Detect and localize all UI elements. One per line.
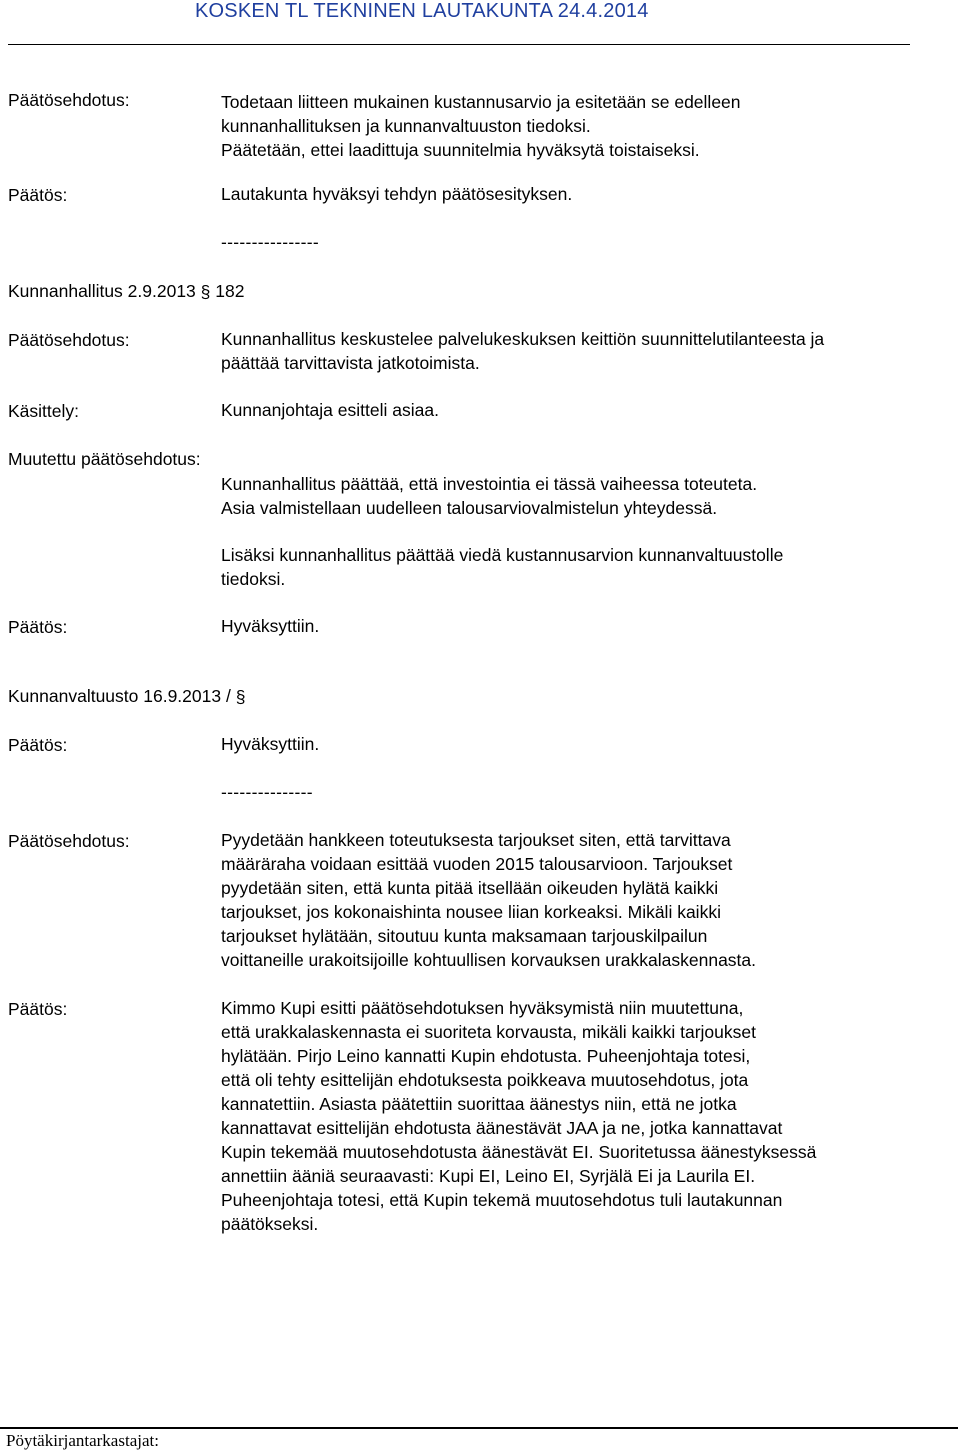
section-sign: § <box>200 281 211 302</box>
text-line: että oli tehty esittelijän ehdotuksesta poikkeava muutosehdotus, jota <box>221 1070 749 1090</box>
proposal-text <box>221 327 824 375</box>
decision-text: Hyväksyttiin. <box>221 734 320 754</box>
text-line: Asia valmistellaan uudelleen talousarviovalmistelun yhteydessä. <box>221 498 718 518</box>
text-line: päätökseksi. <box>221 1214 319 1234</box>
decision-label: Päätös: <box>8 999 68 1019</box>
meeting-reference-text: Kunnanvaltuusto 16.9.2013 / <box>8 686 231 706</box>
text-line: Kunnanhallitus keskustelee palvelukeskuksen keittiön suunnittelutilanteesta ja <box>221 329 825 349</box>
proposal-label: Päätösehdotus: <box>8 90 130 110</box>
text-line: Kunnanhallitus päättää, että investointia ei tässä vaiheessa toteuteta. <box>221 474 758 494</box>
text-line: tiedoksi. <box>221 569 286 589</box>
proposal-text <box>221 828 756 972</box>
decision-text: Lautakunta hyväksyi tehdyn päätösesityksen. <box>221 184 573 204</box>
decision-text <box>221 996 816 1236</box>
meeting-reference <box>8 686 245 708</box>
proposal-label: Päätösehdotus: <box>8 330 130 350</box>
text-line: tarjoukset, jos kokonaishinta nousee liian korkeaksi. Mikäli kaikki <box>221 902 721 922</box>
text-line: pyydetään siten, että kunta pitää itsellään oikeuden hylätä kaikki <box>221 878 719 898</box>
decision-label: Päätös: <box>8 185 68 205</box>
meeting-reference-text: Kunnanhallitus 2.9.2013 <box>8 281 196 301</box>
footer-rule <box>0 1427 958 1429</box>
text-line: voittaneille urakoitsijoille kohtuullisen korvauksen urakkalaskennasta. <box>221 950 757 970</box>
text-line: kunnanhallituksen ja kunnanvaltuuston tiedoksi. <box>221 116 591 136</box>
proposal-text <box>221 90 741 162</box>
meeting-reference <box>8 281 244 303</box>
text-line: Lisäksi kunnanhallitus päättää viedä kustannusarvion kunnanvaltuustolle <box>221 545 784 565</box>
text-line: Päätetään, ettei laadittuja suunnitelmia hyväksytä toistaiseksi. <box>221 140 700 160</box>
proposal-label: Päätösehdotus: <box>8 831 130 851</box>
minutes-checkers-label: Pöytäkirjantarkastajat: <box>6 1431 159 1450</box>
additional-text <box>221 543 783 591</box>
text-line: hylätään. Pirjo Leino kannatti Kupin ehdotusta. Puheenjohtaja totesi, <box>221 1046 751 1066</box>
decision-label: Päätös: <box>8 735 68 755</box>
text-line: päättää tarvittavista jatkotoimista. <box>221 353 480 373</box>
text-line: Pyydetään hankkeen toteutuksesta tarjoukset siten, että tarvittava <box>221 830 731 850</box>
separator: --------------- <box>221 782 313 802</box>
text-line: että urakkalaskennasta ei suoriteta korvausta, mikäli kaikki tarjoukset <box>221 1022 756 1042</box>
section-number: 182 <box>215 281 245 301</box>
text-line: annettiin ääniä seuraavasti: Kupi EI, Leino EI, Syrjälä Ei ja Laurila EI. <box>221 1166 756 1186</box>
text-line: määräraha voidaan esittää vuoden 2015 talousarvioon. Tarjoukset <box>221 854 733 874</box>
decision-label: Päätös: <box>8 617 68 637</box>
decision-text: Hyväksyttiin. <box>221 616 320 636</box>
text-line: Kupin tekemää muutosehdotusta äänestävät EI. Suoritetussa äänestyksessä <box>221 1142 817 1162</box>
handling-label: Käsittely: <box>8 401 79 421</box>
text-line: Puheenjohtaja totesi, että Kupin tekemä muutosehdotus tuli lautakunnan <box>221 1190 783 1210</box>
text-line: kannattavat esittelijän ehdotusta äänestävät JAA ja ne, jotka kannattavat <box>221 1118 783 1138</box>
separator: ---------------- <box>221 232 320 252</box>
section-sign: § <box>235 686 246 707</box>
header-rule <box>8 44 910 45</box>
modified-proposal-label: Muutettu päätösehdotus: <box>8 449 201 469</box>
text-line: tarjoukset hylätään, sitoutuu kunta maksamaan tarjouskilpailun <box>221 926 708 946</box>
text-line: Kimmo Kupi esitti päätösehdotuksen hyväksymistä niin muutettuna, <box>221 998 744 1018</box>
text-line: Todetaan liitteen mukainen kustannusarvio ja esitetään se edelleen <box>221 92 741 112</box>
text-line: kannatettiin. Asiasta päätettiin suorittaa äänestys niin, että ne jotka <box>221 1094 737 1114</box>
handling-text: Kunnanjohtaja esitteli asiaa. <box>221 400 439 420</box>
modified-proposal-text <box>221 472 757 520</box>
header-title: KOSKEN TL TEKNINEN LAUTAKUNTA 24.4.2014 <box>195 0 649 22</box>
